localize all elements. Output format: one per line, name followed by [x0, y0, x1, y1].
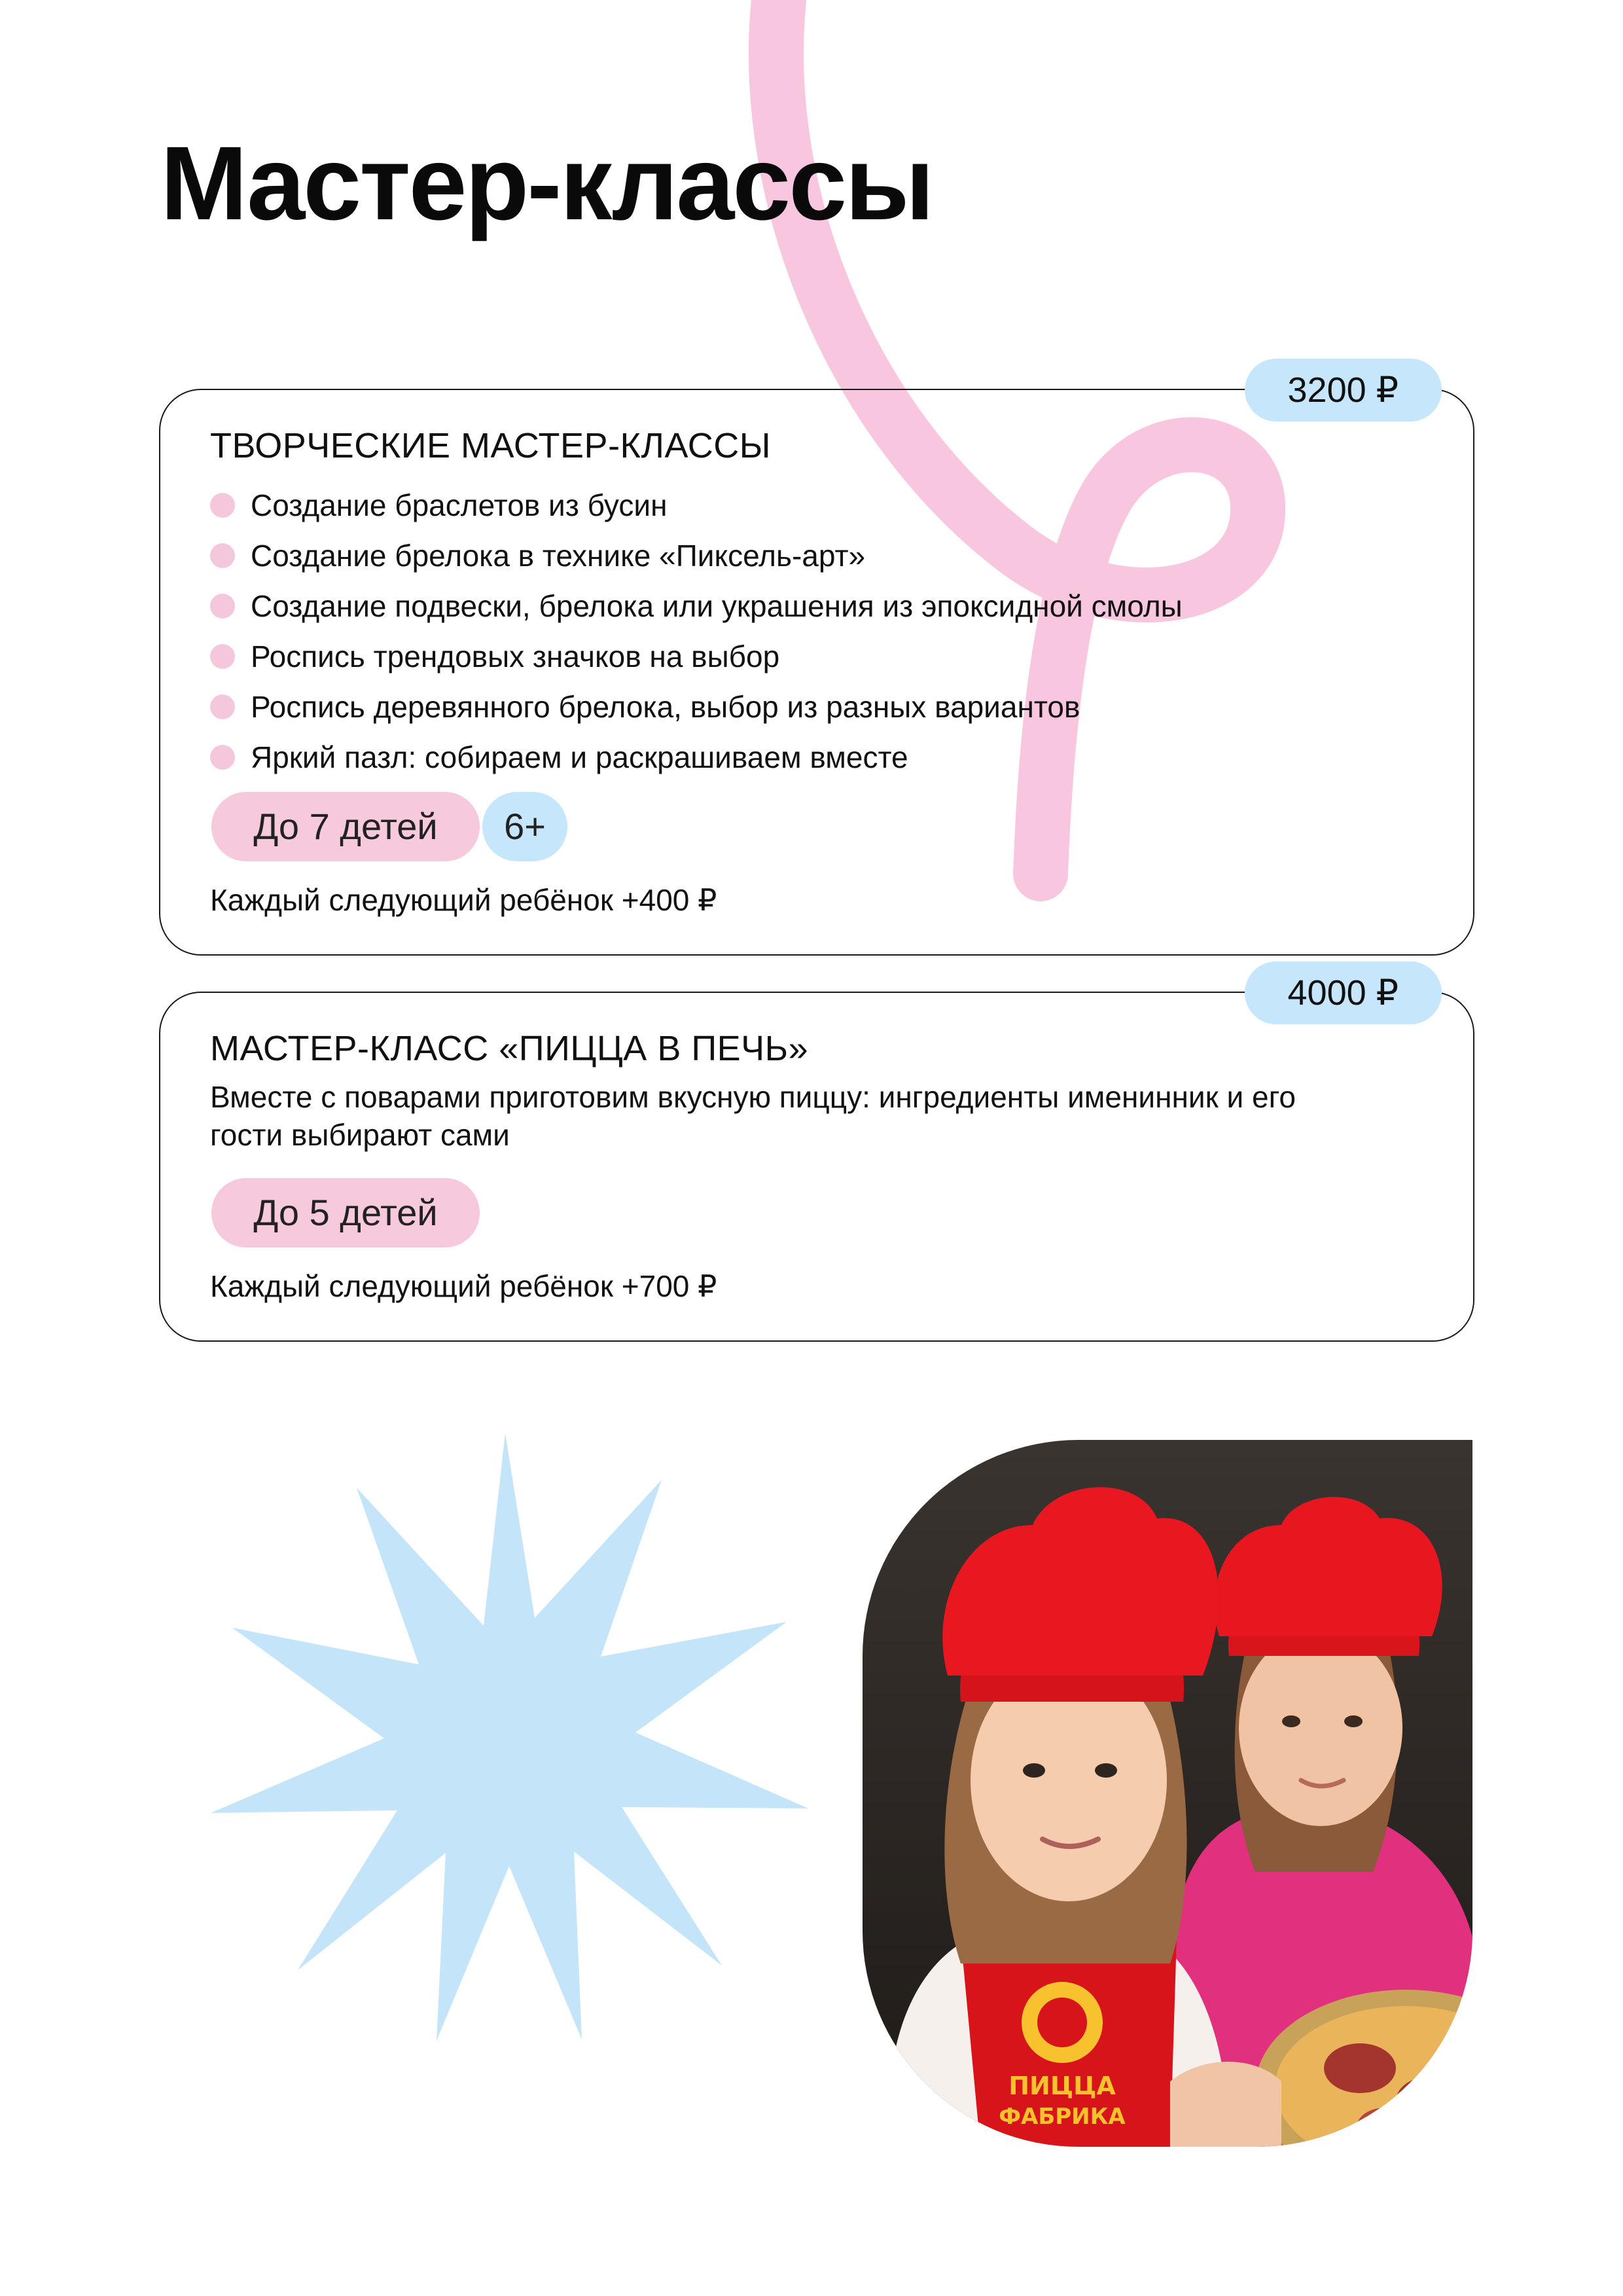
list-item: [210, 632, 1183, 682]
list-item-text: Роспись деревянного брелока, выбор из разных вариантов: [251, 690, 1080, 724]
list-item-text: Создание подвески, брелока или украшения из эпоксидной смолы: [251, 589, 1183, 623]
bullet-dot-icon: [210, 694, 235, 719]
extra-child-note: Каждый следующий ребёнок +700 ₽: [210, 1269, 717, 1303]
list-item: [210, 732, 1183, 783]
badge-row: [211, 792, 567, 861]
bullet-dot-icon: [210, 644, 235, 669]
age-badge: 6+: [482, 792, 567, 861]
card-title: ТВОРЧЕСКИЕ МАСТЕР-КЛАССЫ: [210, 426, 772, 465]
list-item: [210, 581, 1183, 632]
list-item-text: Создание браслетов из бусин: [251, 488, 668, 522]
workshop-list: [210, 480, 1183, 783]
card-title: МАСТЕР-КЛАСС «ПИЦЦА В ПЕЧЬ»: [210, 1029, 809, 1068]
badge-row: [211, 1178, 480, 1247]
bullet-dot-icon: [210, 543, 235, 568]
price-badge: 4000 ₽: [1245, 961, 1442, 1024]
page-title: Мастер-классы: [160, 124, 933, 242]
pizza-workshop-card: [159, 973, 1474, 1342]
bullet-dot-icon: [210, 745, 235, 770]
card-description: Вместе с поварами приготовим вкусную пиццу: ингредиенты именинник и его гости выбирают сами: [210, 1080, 1296, 1152]
list-item: [210, 682, 1183, 732]
bullet-dot-icon: [210, 493, 235, 518]
kids-chef-photo: [863, 1440, 1472, 2147]
list-item-text: Создание брелока в технике «Пиксель-арт»: [251, 539, 866, 573]
price-badge: 3200 ₽: [1245, 359, 1442, 422]
creative-workshops-card: [159, 370, 1474, 956]
list-item-text: Роспись трендовых значков на выбор: [251, 639, 780, 673]
list-item: [210, 480, 1183, 531]
list-item-text: Яркий пазл: собираем и раскрашиваем вместе: [251, 740, 908, 774]
bullet-dot-icon: [210, 594, 235, 619]
list-item: [210, 531, 1183, 581]
kids-limit-badge: До 7 детей: [211, 792, 480, 861]
apron-logo-text: ФАБРИКА: [999, 2104, 1126, 2130]
extra-child-note: Каждый следующий ребёнок +400 ₽: [210, 883, 717, 917]
kids-limit-badge: До 5 детей: [211, 1178, 480, 1247]
apron-logo-text: ПИЦЦА: [1008, 2072, 1116, 2100]
child-hand: [1170, 2062, 1281, 2147]
